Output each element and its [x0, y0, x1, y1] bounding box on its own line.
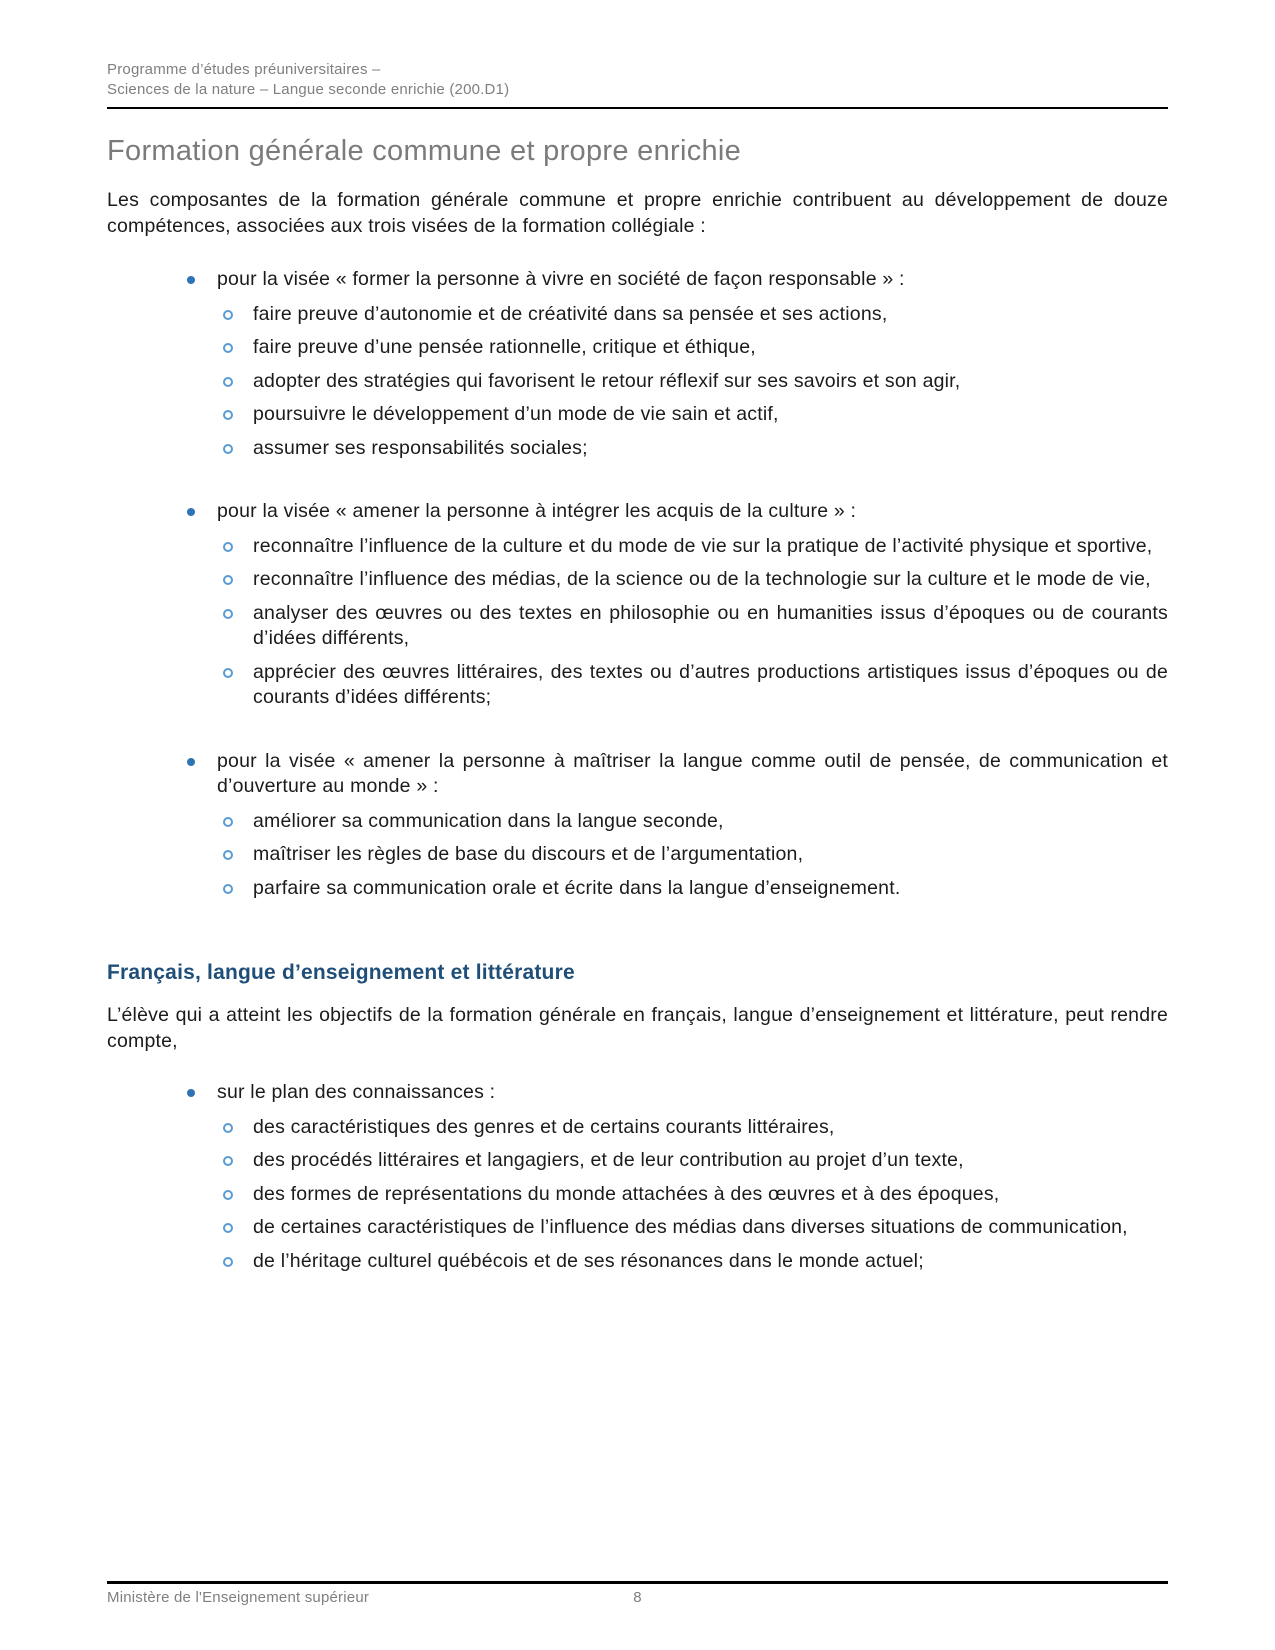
list-item	[107, 267, 1168, 293]
visee-group-3	[107, 749, 1168, 910]
header-divider	[107, 107, 1168, 109]
bullet-ring-icon	[223, 343, 233, 353]
bullet-dot-icon	[187, 758, 195, 766]
bullet-ring-icon	[223, 310, 233, 320]
bullet-ring-icon	[223, 1223, 233, 1233]
sub-item: analyser des œuvres ou des textes en philosophie ou en humanities issus d’époques ou de courants d’idées différents,	[253, 601, 1168, 649]
bullet-dot-icon	[187, 508, 195, 516]
sub-item: reconnaître l’influence de la culture et du mode de vie sur la pratique de l’activité physique et sportive,	[253, 534, 1153, 557]
sub-item: reconnaître l’influence des médias, de la science ou de la technologie sur la culture et le mode de vie,	[253, 568, 1151, 590]
visee-label: pour la visée « amener la personne à intégrer les acquis de la culture » :	[217, 500, 857, 522]
list-item	[107, 876, 1168, 902]
sub-item: assumer ses responsabilités sociales;	[253, 436, 588, 459]
bullet-dot-icon	[187, 276, 195, 284]
list-item	[107, 335, 1168, 361]
visee-label: pour la visée « former la personne à vivre en société de façon responsable » :	[217, 268, 905, 290]
footer-divider	[107, 1581, 1168, 1584]
visee-group-1	[107, 267, 1168, 469]
list-item	[107, 436, 1168, 462]
list-item	[107, 369, 1168, 395]
list-item	[107, 842, 1168, 868]
intro-paragraph: Les composantes de la formation générale commune et propre enrichie contribuent au développement de douze compétences, associées aux trois visées de la formation collégiale :	[107, 189, 1168, 237]
page-title: Formation générale commune et propre enrichie	[107, 135, 742, 167]
sub-item: poursuivre le développement d’un mode de vie sain et actif,	[253, 403, 779, 425]
footer-ministry-label: Ministère de l'Enseignement supérieur	[107, 1589, 370, 1606]
sub-item: parfaire sa communication orale et écrite dans la langue d’enseignement.	[253, 876, 901, 899]
page-footer	[107, 1581, 1168, 1608]
sub-item: maîtriser les règles de base du discours et de l’argumentation,	[253, 843, 804, 865]
list-item	[107, 1215, 1168, 1241]
running-header-line1: Programme d’études préuniversitaires –	[107, 61, 381, 78]
list-item	[107, 749, 1168, 800]
bullet-ring-icon	[223, 884, 233, 894]
sub-item: des caractéristiques des genres et de certains courants littéraires,	[253, 1115, 835, 1138]
sub-item: des formes de représentations du monde attachées à des œuvres et à des époques,	[253, 1182, 1000, 1205]
sub-item: de l’héritage culturel québécois et de ses résonances dans le monde actuel;	[253, 1249, 924, 1272]
list-item	[107, 1080, 1168, 1106]
footer-row	[107, 1588, 1168, 1608]
running-header-line2: Sciences de la nature – Langue seconde enrichie (200.D1)	[107, 81, 510, 98]
bullet-ring-icon	[223, 1156, 233, 1166]
list-item	[107, 402, 1168, 428]
plan-label: sur le plan des connaissances :	[217, 1081, 496, 1103]
bullet-ring-icon	[223, 668, 233, 678]
bullet-ring-icon	[223, 575, 233, 585]
list-item	[107, 601, 1168, 652]
page-number: 8	[633, 1589, 642, 1606]
sub-item: de certaines caractéristiques de l’influence des médias dans diverses situations de communication,	[253, 1216, 1128, 1238]
bullet-ring-icon	[223, 817, 233, 827]
section-heading: Français, langue d’enseignement et littérature	[107, 961, 575, 984]
bullet-ring-icon	[223, 377, 233, 387]
section-intro-paragraph: L’élève qui a atteint les objectifs de la formation générale en français, langue d’enseignement et littérature, peut rendre compte,	[107, 1004, 1168, 1052]
sub-item: améliorer sa communication dans la langue seconde,	[253, 809, 724, 832]
visee-group-2	[107, 499, 1168, 719]
bullet-ring-icon	[223, 410, 233, 420]
list-item	[107, 1148, 1168, 1174]
running-header	[107, 60, 1168, 100]
list-item	[107, 534, 1168, 560]
list-item	[107, 499, 1168, 525]
bullet-ring-icon	[223, 1123, 233, 1133]
bullet-ring-icon	[223, 609, 233, 619]
bullet-ring-icon	[223, 850, 233, 860]
list-item	[107, 1249, 1168, 1275]
sub-item: des procédés littéraires et langagiers, et de leur contribution au projet d’un texte,	[253, 1149, 964, 1171]
bullet-dot-icon	[187, 1089, 195, 1097]
sub-item: apprécier des œuvres littéraires, des textes ou d’autres productions artistiques issus d’époques ou de courants d’idées différents;	[253, 660, 1168, 708]
list-item	[107, 302, 1168, 328]
sub-item: faire preuve d’autonomie et de créativité dans sa pensée et ses actions,	[253, 302, 888, 325]
list-item	[107, 567, 1168, 593]
list-item	[107, 660, 1168, 711]
plan-connaissances-group	[107, 1080, 1168, 1282]
sub-item: adopter des stratégies qui favorisent le retour réflexif sur ses savoirs et son agir,	[253, 369, 961, 392]
bullet-ring-icon	[223, 542, 233, 552]
list-item	[107, 809, 1168, 835]
bullet-ring-icon	[223, 444, 233, 454]
sub-item: faire preuve d’une pensée rationnelle, critique et éthique,	[253, 336, 756, 358]
list-item	[107, 1182, 1168, 1208]
bullet-ring-icon	[223, 1190, 233, 1200]
list-item	[107, 1115, 1168, 1141]
bullet-ring-icon	[223, 1257, 233, 1267]
visee-label: pour la visée « amener la personne à maîtriser la langue comme outil de pensée, de communication et d’ouverture au monde » :	[217, 749, 1168, 797]
